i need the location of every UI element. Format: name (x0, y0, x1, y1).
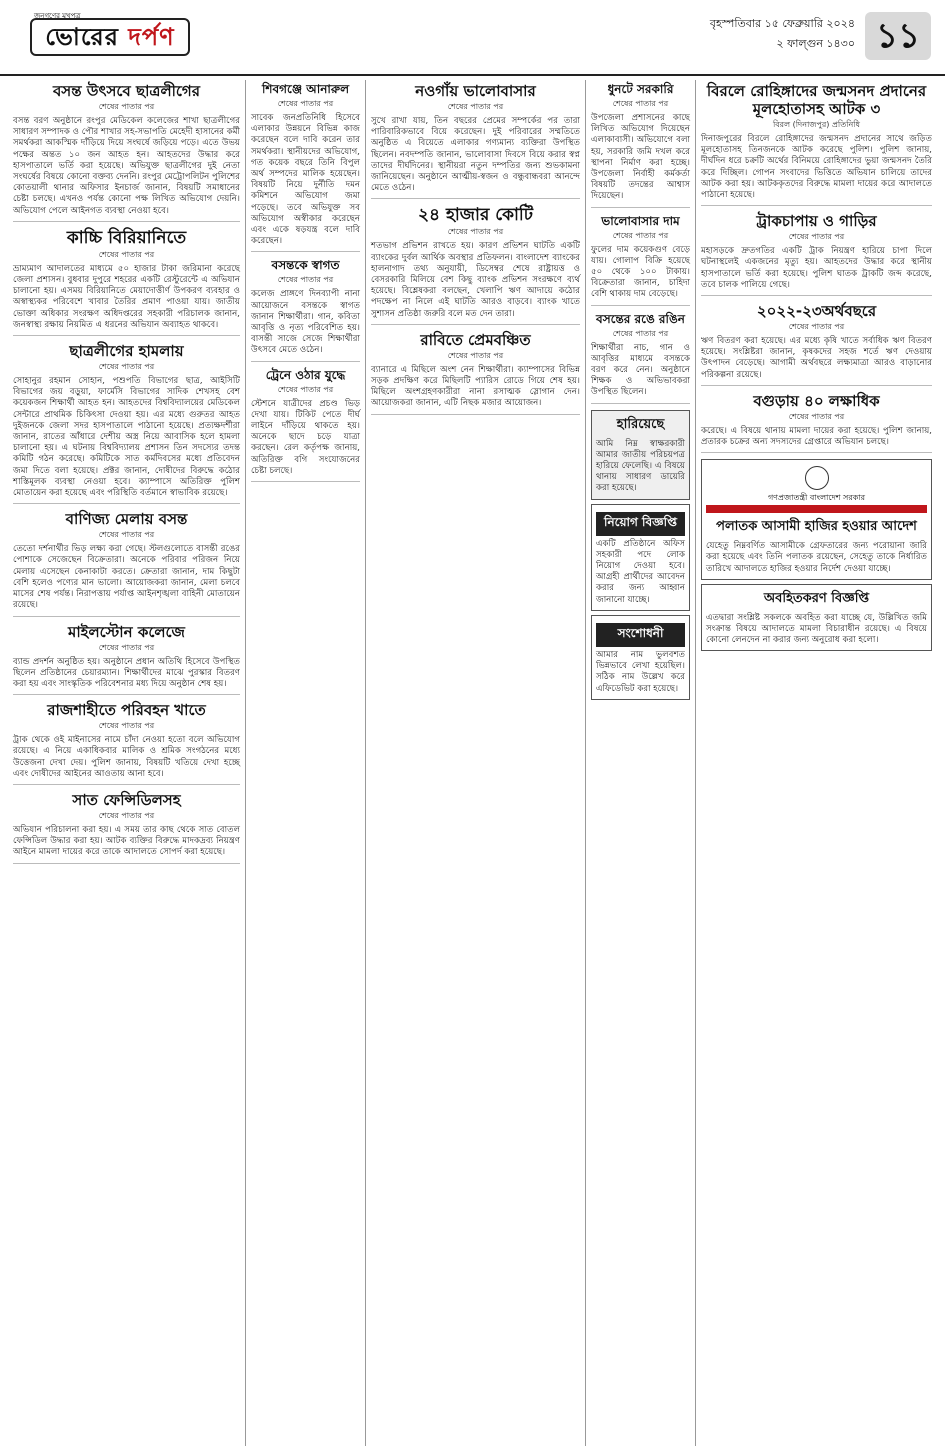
article-body: স্টেশনে যাত্রীদের প্রচণ্ড ভিড় দেখা যায়। টিকিট পেতে দীর্ঘ লাইনে দাঁড়িয়ে থাকতে হয়। অনেকে ছাদে চড়ে যাত্রা করছেন। রেল কর্তৃপক্ষ জানায়, অতিরিক্ত বগি সংযোজনের চেষ্টা চলছে। (251, 398, 360, 476)
article-kicker: শেষের পাতার পর (277, 99, 334, 108)
classified-title: হারিয়েছে (616, 416, 665, 432)
article-body: ভ্রাম্যমাণ আদালতের মাধ্যমে ৫০ হাজার টাকা জরিমানা করেছে জেলা প্রশাসন। বুধবার দুপুরে শহরের একটি রেস্টুরেন্টে এ অভিযান চালানো হয়। এসময় বিরিয়ানিতে মেয়াদোত্তীর্ণ উপকরণ ব্যবহার ও অস্বাস্থ্যকর পরিবেশে খাবার তৈরির প্রমাণ পাওয়া যায়। জাতীয় ভোক্তা অধিকার সংরক্ষণ অধিদপ্তরের সহকারী পরিচালক জানান, জনস্বাস্থ্য রক্ষায় নিয়মিত এ ধরনের অভিযান অব্যাহত থাকবে। (13, 263, 240, 330)
article-headline: বসন্ত উৎসবে ছাত্রলীগের (52, 82, 201, 100)
page-number: ১১ (865, 12, 931, 60)
article-body: উপজেলা প্রশাসনের কাছে লিখিত অভিযোগ দিয়েছেন এলাকাবাসী। অভিযোগে বলা হয়, সরকারি জমি দখল করে স্থাপনা নির্মাণ করা হচ্ছে। উপজেলা নির্বাহী কর্মকর্তা বিষয়টি তদন্তের আশ্বাস দিয়েছেন। (591, 113, 690, 202)
article-body: শিক্ষার্থীরা নাচ, গান ও আবৃত্তির মাধ্যমে বসন্তকে বরণ করে নেন। অনুষ্ঠানে শিক্ষক ও অভিভাবকরা উপস্থিত ছিলেন। (591, 342, 690, 398)
classified-body: একটি প্রতিষ্ঠানে অফিস সহকারী পদে লোক নিয়োগ দেওয়া হবে। আগ্রহী প্রার্থীদের আবেদন করার জন্য আহ্বান জানানো যাচ্ছে। (596, 538, 685, 605)
logo-part1: ভোরের (45, 23, 119, 51)
article-body: সোহানুর রহমান সোহান, পশুপতি বিভাগের ছাত্র, আইসিটি বিভাগের জয় বড়ুয়া, ফার্মেসি বিভাগের সাদিক শেখসহ বেশ কয়েকজন শিক্ষার্থী আহত হন। আহতদের বিশ্ববিদ্যালয়ের মেডিকেল সেন্টারে প্রাথমিক চিকিৎসা দেওয়া হয়। এর মধ্যে গুরুতর আহত দুইজনকে জেলা সদর হাসপাতালে পাঠানো হয়েছে। প্রত্যক্ষদর্শীরা জানান, রাতের আঁধারে দেশীয় অস্ত্র নিয়ে আবাসিক হলে হামলা চালানো হয়। এ ঘটনায় বিশ্ববিদ্যালয় প্রশাসন তিন সদস্যের তদন্ত কমিটি গঠন করেছে। কমিটিকে সাত কর্মদিবসের মধ্যে প্রতিবেদন জমা দিতে বলা হয়েছে। প্রক্টর জানান, দোষীদের বিরুদ্ধে কঠোর শাস্তিমূলক ব্যবস্থা নেওয়া হবে। ক্যাম্পাসে অতিরিক্ত পুলিশ মোতায়েন করা হয়েছে এবং পরিস্থিতি বর্তমানে স্বাভাবিক রয়েছে। (13, 376, 240, 499)
article-body: ঋণ বিতরণ করা হয়েছে। এর মধ্যে কৃষি খাতে সর্বাধিক ঋণ বিতরণ হয়েছে। সংশ্লিষ্টরা জানান, কৃষকদের সহজ শর্তে ঋণ দেওয়ায় উৎপাদন বেড়েছে। আগামী অর্থবছরে লক্ষ্যমাত্রা আরও বাড়ানোর পরিকল্পনা রয়েছে। (701, 336, 932, 380)
article[interactable] (13, 228, 240, 336)
article-kicker: শেষের পাতার পর (98, 810, 155, 820)
article-body: ফুলের দাম কয়েকগুণ বেড়ে যায়। গোলাপ বিক্রি হয়েছে ৫০ থেকে ১০০ টাকায়। বিক্রেতারা জানান, চাহিদা বেশি থাকায় দাম বেড়েছে। (591, 244, 690, 300)
date-gregorian: বৃহস্পতিবার ১৫ ফেব্রুয়ারি ২০২৪ (709, 17, 855, 30)
government-seal-icon (805, 466, 829, 490)
article-kicker: শেষের পাতার পর (788, 411, 845, 421)
article[interactable] (251, 258, 360, 361)
article-body: সাবেক জনপ্রতিনিধি হিসেবে এলাকার উন্নয়নে বিভিন্ন কাজ করেছেন বলে দাবি করেন তার সমর্থকরা। স্থানীয়দের অভিযোগ, গত কয়েক বছরে তিনি বিপুল অর্থ সম্পদের মালিক হয়েছেন। বিষয়টি নিয়ে দুর্নীতি দমন কমিশনে অভিযোগ জমা পড়েছে। তবে অভিযুক্ত সব অভিযোগ অস্বীকার করেছেন এবং একে ষড়যন্ত্র বলে দাবি করেছেন। (251, 113, 360, 247)
article-body: ব্যান্ড প্রদর্শন অনুষ্ঠিত হয়। অনুষ্ঠানে প্রধান অতিথি হিসেবে উপস্থিত ছিলেন প্রতিষ্ঠানের চেয়ারম্যান। শিক্ষার্থীদের মাঝে পুরস্কার বিতরণ করা হয় এবং সাংস্কৃতিক পরিবেশনার মধ্য দিয়ে অনুষ্ঠান শেষ হয়। (13, 656, 240, 689)
article[interactable] (13, 623, 240, 696)
article-headline: ধুনটে সরকারি (607, 82, 674, 96)
article-headline: মাইলস্টোন কলেজে (68, 622, 185, 641)
article-kicker: শেষের পাতার পর (788, 322, 845, 332)
court-notice[interactable] (701, 459, 932, 580)
article-headline: ২৪ হাজার কোটি (417, 205, 534, 226)
column-5 (696, 80, 937, 1446)
article[interactable] (701, 82, 932, 206)
article-headline: রাবিতে প্রেমবঞ্চিত (420, 330, 531, 349)
article-kicker: শেষের পাতার পর (98, 721, 155, 731)
article-body: করেছে। এ বিষয়ে থানায় মামলা দায়ের করা হয়েছে। পুলিশ জানায়, প্রতারক চক্রের অন্য সদস্যদের গ্রেপ্তারে অভিযান চলছে। (701, 425, 932, 448)
article-kicker: শেষের পাতার পর (98, 642, 155, 652)
column-3 (366, 80, 586, 1446)
article-headline: বসন্তের রঙে রঙিন (596, 311, 685, 326)
article-headline: ছাত্রলীগের হামলায় (69, 342, 184, 361)
article[interactable] (701, 212, 932, 296)
article[interactable] (591, 82, 690, 208)
article-headline: কাচ্চি বিরিয়ানিতে (66, 227, 187, 248)
article-body: ব্যানারে এ মিছিলে অংশ নেন শিক্ষার্থীরা। ক্যাম্পাসের বিভিন্ন সড়ক প্রদক্ষিণ করে মিছিলটি প্যারিস রোডে গিয়ে শেষ হয়। মিছিলে অংশগ্রহণকারীরা নানা রসাত্মক স্লোগান দেন। আয়োজকরা জানান, এটি নিছক মজার আয়োজন। (371, 364, 580, 409)
article-kicker: বিরল (দিনাজপুর) প্রতিনিধি (772, 120, 861, 129)
article-kicker: শেষের পাতার পর (447, 227, 504, 237)
article-body: বসন্ত বরণ অনুষ্ঠানে রংপুর মেডিকেল কলেজের শাখা ছাত্রলীগের সাধারণ সম্পাদক ও পৌর শাখার সহ-সভাপতি মেহেদী হাসানের কর্মী সমর্থকরা আকস্মিক দাঁড়িয়ে দিয়ে সংঘর্ষে জড়িয়ে পড়ে। এতে উভয় পক্ষের অন্তত ১০ জন আহত হন। আহতদের উদ্ধার করে হাসপাতালে ভর্তি করা হয়েছে। অভিযুক্ত ছাত্রলীগের দুই নেতা সংঘর্ষের বিষয়ে কোনো বক্তব্য দেননি। রংপুর মেট্রোপলিটন পুলিশের কোতয়ালী থানার অফিসার ইনচার্জ জানান, বিষয়টি সমাধানের চেষ্টা চলছে। এখনও পর্যন্ত কোনো পক্ষ লিখিত অভিযোগ দেয়নি। অভিযোগ পেলে আইনগত ব্যবস্থা নেওয়া হবে। (13, 116, 240, 216)
notification-notice[interactable] (701, 584, 932, 652)
article-body: তেতো দর্শনার্থীর ভিড় লক্ষ্য করা গেছে। স্টলগুলোতে বাসন্তী রঙের পোশাকে সেজেছেন বিক্রেতারা। অনেকে পরিবার পরিজন নিয়ে মেলায় এসেছেন কেনাকাটা করতে। ক্রেতারা জানান, দাম কিছুটা বেশি হলেও পণ্যের মান ভালো। আয়োজকরা জানান, মেলা চলবে মাসের শেষ পর্যন্ত। নিরাপত্তায় পর্যাপ্ত আইনশৃঙ্খলা বাহিনী মোতায়েন রয়েছে। (13, 544, 240, 611)
article-body: কলেজ প্রাঙ্গণে দিনব্যাপী নানা আয়োজনে বসন্তকে স্বাগত জানান শিক্ষার্থীরা। গান, কবিতা আবৃত্তি ও নৃত্য পরিবেশিত হয়। বাসন্তী সাজে সেজে শিক্ষার্থীরা উৎসবে মেতে ওঠেন। (251, 289, 360, 356)
masthead (0, 0, 945, 76)
article-kicker: শেষের পাতার পর (612, 328, 669, 338)
article[interactable] (701, 392, 932, 453)
newspaper-logo[interactable] (30, 18, 190, 56)
article[interactable] (13, 701, 240, 785)
article[interactable] (371, 331, 580, 415)
tagline: জনগণের মুখপত্র (34, 12, 81, 20)
article[interactable] (591, 312, 690, 404)
article[interactable] (371, 82, 580, 199)
article-headline: নওগাঁয় ভালোবাসার (415, 82, 536, 100)
classified-recruitment[interactable] (591, 504, 690, 611)
notice-body: এতদ্বারা সংশ্লিষ্ট সকলকে অবহিত করা যাচ্ছে যে, উল্লিখিত জমি সংক্রান্ত বিষয়ে আদালতে মামলা বিচারাধীন রয়েছে। এ বিষয়ে কোনো লেনদেন না করার জন্য অনুরোধ করা হলো। (706, 612, 927, 646)
article[interactable] (13, 510, 240, 616)
column-2 (246, 80, 366, 1446)
dateline (710, 14, 855, 54)
article-body: মহাসড়কে দ্রুতগতির একটি ট্রাক নিয়ন্ত্রণ হারিয়ে চাপা দিলে ঘটনাস্থলেই একজনের মৃত্যু হয়। আহতদের উদ্ধার করে স্থানীয় হাসপাতালে ভর্তি করা হয়েছে। পুলিশ ঘাতক ট্রাকটি জব্দ করেছে, তবে চালক পালিয়ে গেছে। (701, 246, 932, 290)
date-bangla: ২ ফাল্গুন ১৪৩০ (776, 37, 855, 50)
column-4 (586, 80, 696, 1446)
notice-divider (706, 505, 927, 513)
classified-body: আমার নাম ভুলবশত ভিন্নভাবে লেখা হয়েছিল। সঠিক নাম উল্লেখ করে এফিডেভিট করা হয়েছে। (596, 649, 685, 694)
article-headline: রাজশাহীতে পরিবহন খাতে (47, 701, 206, 720)
article-body: অভিযান পরিচালনা করা হয়। এ সময় তার কাছ থেকে সাত বোতল ফেন্সিডিল উদ্ধার করা হয়। আটক ব্যক্তির বিরুদ্ধে মাদকদ্রব্য নিয়ন্ত্রণ আইনে মামলা দায়ের করে তাকে আদালতে সোপর্দ করা হয়েছে। (13, 824, 240, 858)
classified-title: নিয়োগ বিজ্ঞপ্তি (596, 512, 685, 536)
classified-correction[interactable] (591, 615, 690, 700)
notice-body: যেহেতু নিম্নবর্ণিত আসামীকে গ্রেফতারের জন্য পরোয়ানা জারি করা হয়েছে এবং তিনি পলাতক রয়েছেন, সেহেতু তাকে নির্ধারিত তারিখে আদালতে হাজির হওয়ার নির্দেশ দেওয়া যাচ্ছে। (706, 541, 927, 574)
article-body: সুখে রাখা যায়, তিন বছরের প্রেমের সম্পর্কের পর তারা পারিবারিকভাবে বিয়ে করেছেন। দুই পরিবারের সম্মতিতে অনুষ্ঠিত এ বিয়েতে এলাকার গণ্যমান্য ব্যক্তিরা উপস্থিত ছিলেন। নবদম্পতি জানান, ভালোবাসা দিবসে বিয়ে করার স্বপ্ন তাদের দীর্ঘদিনের। স্থানীয়রা নতুন দম্পতির জন্য শুভকামনা জানিয়েছেন। অনুষ্ঠানে আত্মীয়-স্বজন ও বন্ধুবান্ধবরা আনন্দে মেতে ওঠেন। (371, 116, 580, 194)
article[interactable] (13, 82, 240, 222)
classified-body: আমি নিম্ন স্বাক্ষরকারী আমার জাতীয় পরিচয়পত্র হারিয়ে ফেলেছি। এ বিষয়ে থানায় সাধারণ ডায়েরি করা হয়েছে। (596, 438, 685, 494)
article-kicker: শেষের পাতার পর (277, 275, 334, 285)
article[interactable] (13, 791, 240, 864)
article-headline: বগুড়ায় ৪০ লক্ষাধিক (753, 391, 880, 410)
logo-part2: দর্পণ (118, 23, 175, 51)
article-body: ট্রাক থেকে ওই মাইনাসের নামে চাঁদা নেওয়া হতো বলে অভিযোগ রয়েছে। এ নিয়ে একাধিকবার মালিক ও শ্রমিক সংগঠনের মধ্যে উত্তেজনা দেখা দেয়। পুলিশ জানায়, বিষয়টি খতিয়ে দেখা হচ্ছে এবং দোষীদের আইনের আওতায় আনা হবে। (13, 735, 240, 779)
article-kicker: শেষের পাতার পর (612, 230, 669, 240)
article[interactable] (371, 205, 580, 324)
notice-subtitle: গণপ্রজাতন্ত্রী বাংলাদেশ সরকার (767, 493, 866, 503)
article-headline: শিবগঞ্জে আনারুল (261, 82, 350, 96)
article-headline: ২০২২-২৩অর্থবছরে (756, 302, 877, 321)
column-1 (8, 80, 246, 1446)
article[interactable] (701, 302, 932, 386)
article[interactable] (591, 214, 690, 306)
article[interactable] (251, 82, 360, 252)
notice-title: অবহিতকরণ বিজ্ঞপ্তি (763, 590, 870, 606)
page-columns (8, 80, 937, 1446)
classified-lost[interactable] (591, 410, 690, 500)
article-headline: ট্রেনে ওঠার যুদ্ধে (265, 367, 346, 382)
article-headline: সাত ফেন্সিডিলসহ (72, 790, 181, 809)
article-headline: বিরলে রোহিঙ্গাদের জন্মসনদ প্রদানের মূলহোতাসহ আটক ৩ (706, 82, 927, 118)
article-kicker: শেষের পাতার পর (98, 530, 155, 540)
article-headline: বসন্তকে স্বাগত (271, 258, 340, 273)
classified-title: সংশোধনী (596, 623, 685, 647)
article-kicker: শেষের পাতার পর (98, 362, 155, 372)
article-headline: ভালোবাসার দাম (601, 213, 680, 228)
article[interactable] (251, 368, 360, 482)
article[interactable] (13, 342, 240, 504)
article-kicker: শেষের পাতার পর (447, 350, 504, 360)
article-headline: ট্রাকচাপায় ও গাড়ির (756, 212, 877, 231)
notice-title: পলাতক আসামী হাজির হওয়ার আদেশ (716, 519, 917, 535)
article-kicker: শেষের পাতার পর (98, 249, 155, 259)
article-body: শতভাগ প্রভিশন রাখতে হয়। কারণ প্রভিশন ঘাটতি একটি ব্যাংকের দুর্বল আর্থিক অবস্থার প্রতিফলন। বাংলাদেশ ব্যাংকের হালনাগাদ তথ্য অনুযায়ী, ডিসেম্বর শেষে রাষ্ট্রায়ত্ত ও বেসরকারি মিলিয়ে বেশ কিছু ব্যাংক প্রভিশন সংরক্ষণে ব্যর্থ হয়েছে। বিশ্লেষকরা বলছেন, খেলাপি ঋণ আদায়ে কঠোর পদক্ষেপ না নিলে এই ঘাটতি আরও বাড়বে। ব্যাংক খাতে সুশাসন প্রতিষ্ঠা জরুরি বলে মত দেন তারা। (371, 241, 580, 319)
article-kicker: শেষের পাতার পর (98, 102, 155, 111)
article-headline: বাণিজ্য মেলায় বসন্ত (65, 510, 188, 529)
article-kicker: শেষের পাতার পর (447, 102, 504, 111)
article-kicker: শেষের পাতার পর (788, 232, 845, 242)
article-kicker: শেষের পাতার পর (277, 384, 334, 394)
article-kicker: শেষের পাতার পর (612, 99, 669, 108)
article-body: দিনাজপুরের বিরলে রোহিঙ্গাদের জন্মসনদ প্রদানের সাথে জড়িত মূলহোতাসহ তিনজনকে আটক করেছে পুলিশ। পুলিশ জানায়, দীর্ঘদিন ধরে চক্রটি অর্থের বিনিময়ে রোহিঙ্গাদের ভুয়া জন্মসনদ তৈরি করে দিচ্ছিল। গোপন সংবাদের ভিত্তিতে অভিযান চালিয়ে তাদের আটক করা হয়। আটককৃতদের বিরুদ্ধে মামলা দায়ের করে আদালতে পাঠানো হয়েছে। (701, 134, 932, 201)
